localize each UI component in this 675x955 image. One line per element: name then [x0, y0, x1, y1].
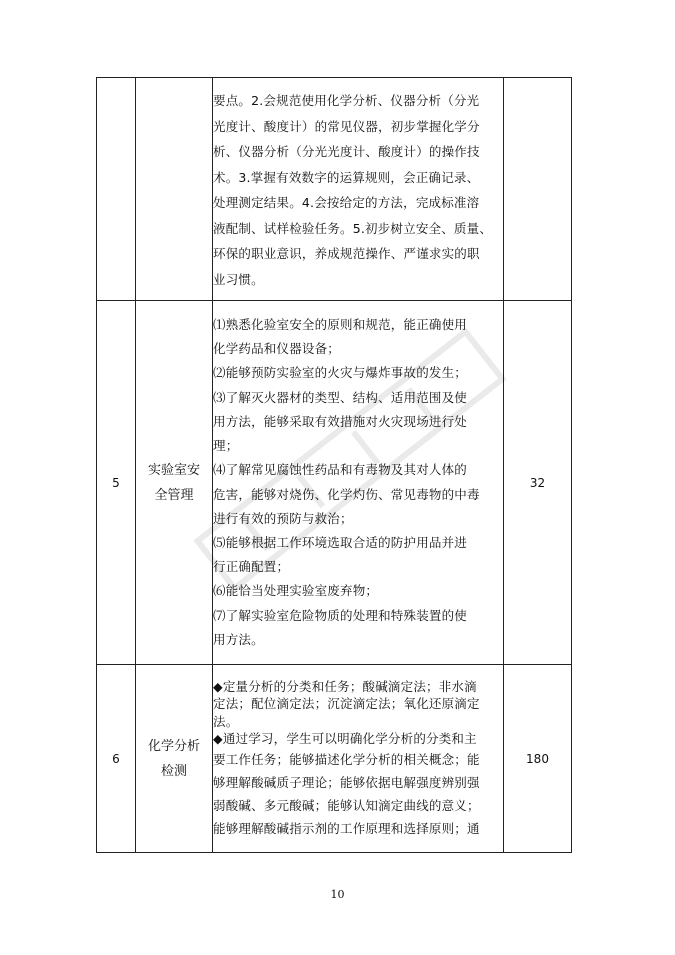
- description-line: 定法；配位滴定法；沉淀滴定法；氧化还原滴定: [213, 696, 480, 711]
- description-line: 析、仪器分析（分光光度计、酸度计）的操作技: [213, 144, 480, 159]
- description-line: 弱酸碱、多元酸碱；能够认知滴定曲线的意义；: [213, 797, 480, 813]
- hours-cell: 32: [504, 301, 572, 665]
- table-row: [97, 301, 572, 665]
- description-line: 环保的职业意识，养成规范操作、严谨求实的职: [213, 246, 480, 261]
- description-line: 用方法，能够采取有效措施对火灾现场进行处: [213, 413, 468, 429]
- description-line: 用方法。: [213, 631, 264, 647]
- row-number-cell: 6: [97, 665, 136, 853]
- description-line: 要点。2.会规范使用化学分析、仪器分析（分光: [213, 93, 480, 108]
- description-line: 液配制、试样检验任务。5.初步树立安全、质量、: [213, 220, 493, 236]
- description-line: ⑸能够根据工作环境选取合适的防护用品并进: [213, 534, 468, 550]
- course-name-line: 化学分析: [147, 738, 200, 754]
- description-line: 光度计、酸度计）的常见仪器，初步掌握化学分: [213, 118, 480, 134]
- description-line: 行正确配置；: [213, 559, 290, 575]
- description-line: 业习惯。: [213, 271, 264, 287]
- description-line: ⑷了解常见腐蚀性药品和有毒物及其对人体的: [213, 462, 468, 478]
- page-number: 10: [330, 888, 345, 901]
- table-row: [97, 78, 572, 301]
- description-line: 化学药品和仪器设备；: [213, 341, 341, 357]
- description-line: 法。: [213, 713, 239, 729]
- course-name-cell: [136, 301, 213, 665]
- description-line: 危害，能够对烧伤、化学灼伤、常见毒物的中毒: [213, 486, 480, 502]
- course-name-line: 实验室安: [147, 462, 200, 478]
- table-row: [97, 665, 572, 853]
- description-line: 够理解酸碱质子理论；能够依据电解强度辨别强: [213, 774, 480, 790]
- row-number-cell: 5: [97, 301, 136, 665]
- course-name-cell: [136, 78, 213, 301]
- description-line: ⑴熟悉化验室安全的原则和规范，能正确使用: [213, 317, 468, 333]
- description-line: 进行有效的预防与救治；: [213, 510, 353, 526]
- description-line: ⑺了解实验室危险物质的处理和特殊装置的使: [213, 607, 468, 623]
- hours-cell: 180: [504, 665, 572, 853]
- course-name-line: 全管理: [154, 487, 194, 503]
- description-line: ⑶了解灭火器材的类型、结构、适用范围及使: [213, 389, 468, 405]
- course-description-cell: [213, 665, 504, 853]
- description-line: 处理测定结果。4.会按给定的方法，完成标准溶: [213, 195, 480, 210]
- curriculum-table: [96, 77, 572, 853]
- course-description-cell: [213, 301, 504, 665]
- description-line: ◆通过学习，学生可以明确化学分析的分类和主: [213, 731, 477, 746]
- description-line: ⑹能恰当处理实验室废弃物；: [213, 583, 379, 599]
- description-line: 理；: [213, 438, 239, 454]
- description-line: ⑵能够预防实验室的火灾与爆炸事故的发生；: [213, 365, 468, 381]
- course-name-line: 检测: [160, 763, 187, 779]
- row-number-cell: [97, 78, 136, 301]
- description-line: 术。3.掌握有效数字的运算规则，会正确记录、: [213, 169, 480, 185]
- description-line: 要工作任务；能够描述化学分析的相关概念；能: [213, 751, 480, 767]
- course-description-cell: [213, 78, 504, 301]
- course-name-cell: [136, 665, 213, 853]
- description-line: ◆定量分析的分类和任务；酸碱滴定法；非水滴: [213, 678, 477, 694]
- description-line: 能够理解酸碱指示剂的工作原理和选择原则；通: [213, 820, 480, 836]
- hours-cell: [504, 78, 572, 301]
